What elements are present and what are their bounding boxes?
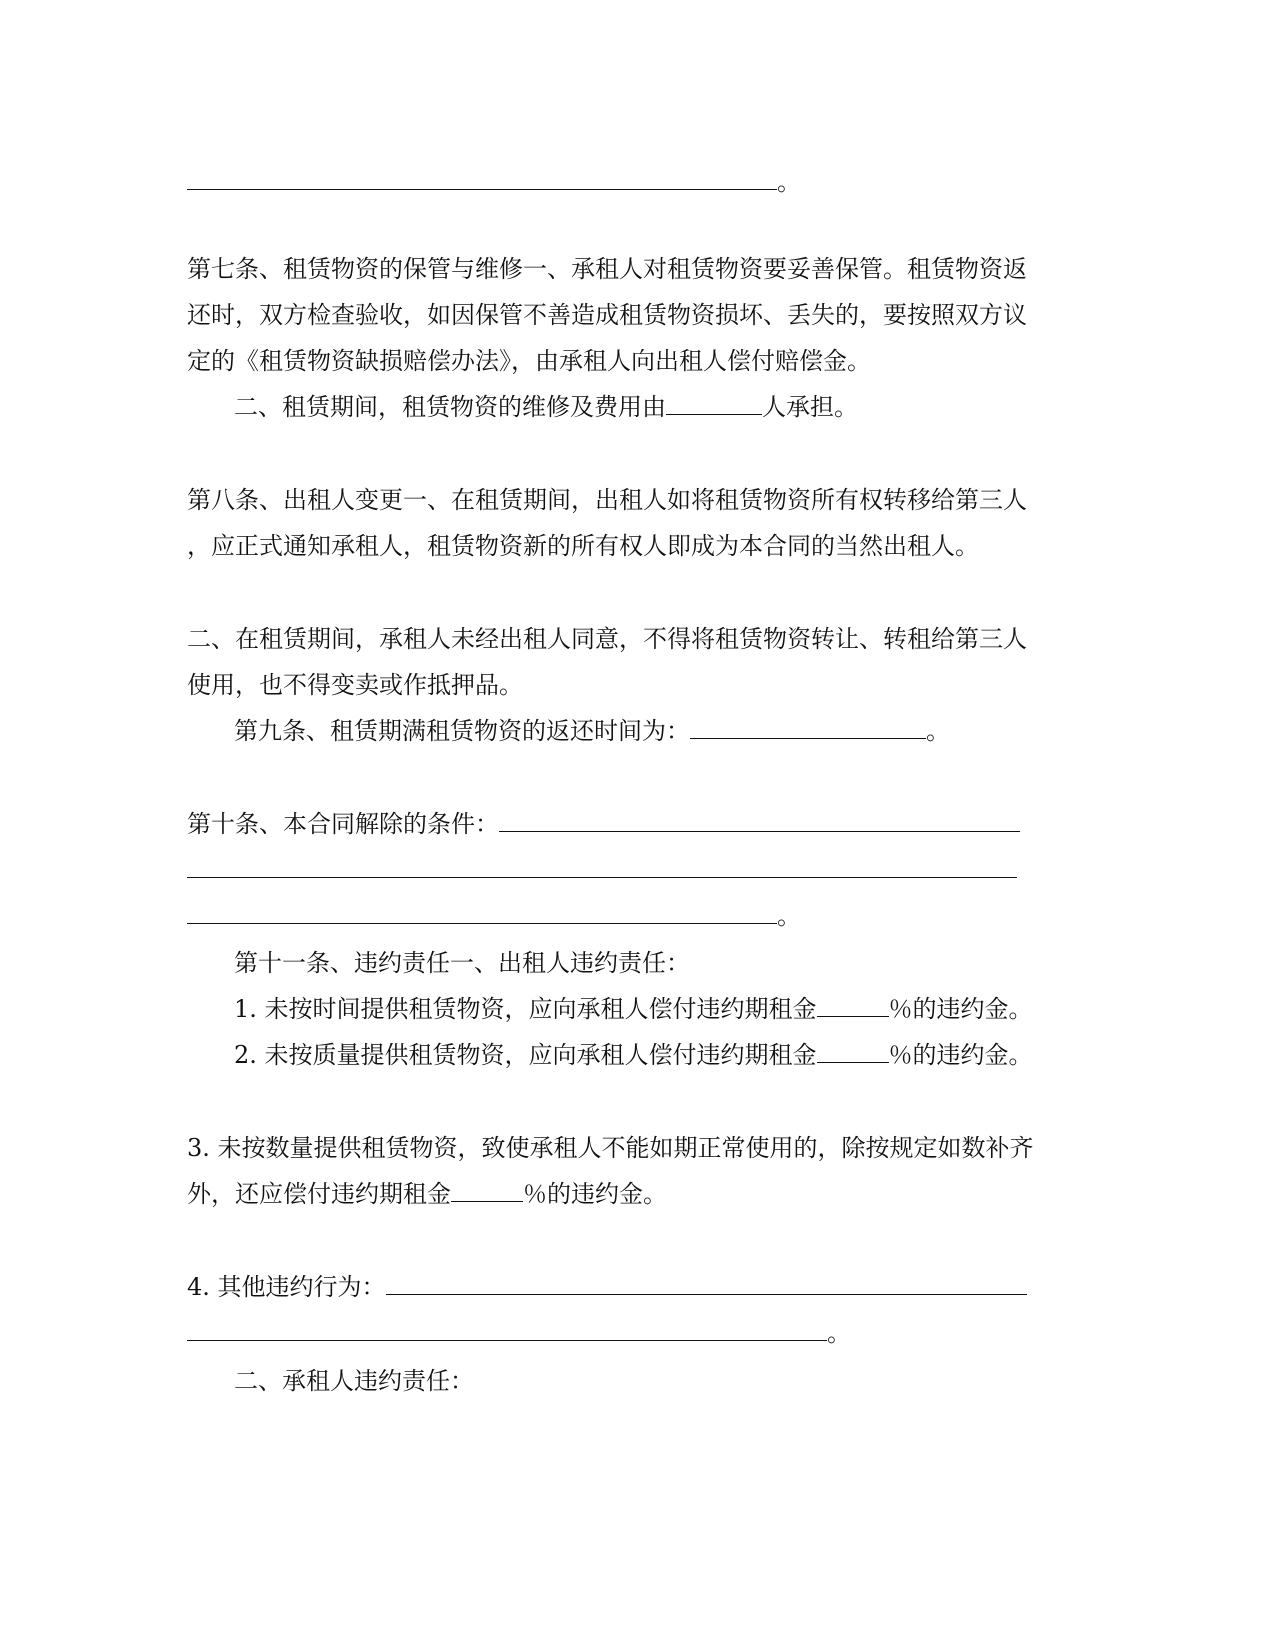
text: 二、在租赁期间，承租人未经出租人同意，不得将租赁物资转让、转租给第三人 [187,625,1027,653]
article-11-item-1 [234,994,1033,1024]
article-8-title [187,485,1027,515]
article-7-item-2 [234,392,858,422]
fill-blank[interactable] [187,901,777,924]
fill-blank[interactable] [187,167,777,190]
paragraph-line [187,300,1027,330]
text: 还时，双方检查验收，如因保管不善造成租赁物资损坏、丢失的，要按照双方议 [187,301,1027,329]
text: ，应正式通知承租人，租赁物资新的所有权人即成为本合同的当然出租人。 [187,532,979,560]
text: 二、承租人违约责任： [234,1367,474,1395]
fill-blank[interactable] [386,1272,1027,1295]
article-11-item-3 [187,1133,1034,1163]
text: 。 [926,717,950,745]
text: 3. 未按数量提供租赁物资，致使承租人不能如期正常使用的，除按规定如数补齐 [187,1134,1034,1162]
fill-blank[interactable] [817,1040,889,1063]
paragraph-line [187,670,523,700]
clause-6-continuation [187,167,801,197]
fill-blank[interactable] [690,716,926,739]
article-11-title [234,948,690,978]
text: 二、租赁期间，租赁物资的维修及费用由 [234,393,666,421]
text: 第九条、租赁期满租赁物资的返还时间为： [234,717,690,745]
article-10 [187,809,1020,839]
article-11-item-2 [234,1040,1033,1070]
fill-blank[interactable] [187,1318,827,1341]
text: 。 [777,902,801,930]
fill-blank[interactable] [499,809,1020,832]
text: 第七条、租赁物资的保管与维修一、承租人对租赁物资要妥善保管。租赁物资返 [187,255,1027,283]
article-8-item-2 [187,624,1027,654]
paragraph-line [187,346,871,376]
fill-blank[interactable] [187,855,1017,878]
text: 定的《租赁物资缺损赔偿办法》，由承租人向出租人偿付赔偿金。 [187,347,871,375]
fill-blank[interactable] [666,392,762,415]
article-11-part-2 [234,1366,474,1396]
text: 第八条、出租人变更一、在租赁期间，出租人如将租赁物资所有权转移给第三人 [187,486,1027,514]
text: 外，还应偿付违约期租金 [187,1180,451,1208]
text: 2. 未按质量提供租赁物资，应向承租人偿付违约期租金 [234,1041,817,1069]
fill-blank[interactable] [451,1179,523,1202]
paragraph-line [187,531,979,561]
article-10-continuation [187,855,1017,885]
text: ％的违约金。 [523,1180,667,1208]
text: ％的违约金。 [888,995,1033,1023]
paragraph-line [187,1179,667,1209]
text: ％的违约金。 [888,1041,1033,1069]
article-10-continuation [187,901,801,931]
text: 1. 未按时间提供租赁物资，应向承租人偿付违约期租金 [234,995,817,1023]
text: 。 [777,168,801,196]
article-11-item-4-continuation [187,1318,851,1348]
fill-blank[interactable] [817,994,889,1017]
text: 第十一条、违约责任一、出租人违约责任： [234,949,690,977]
text: 。 [827,1319,851,1347]
text: 4. 其他违约行为： [187,1273,386,1301]
text: 人承担。 [762,393,858,421]
text: 第十条、本合同解除的条件： [187,810,499,838]
article-7-title [187,254,1027,284]
article-9 [234,716,950,746]
article-11-item-4 [187,1272,1027,1302]
text: 使用，也不得变卖或作抵押品。 [187,671,523,699]
